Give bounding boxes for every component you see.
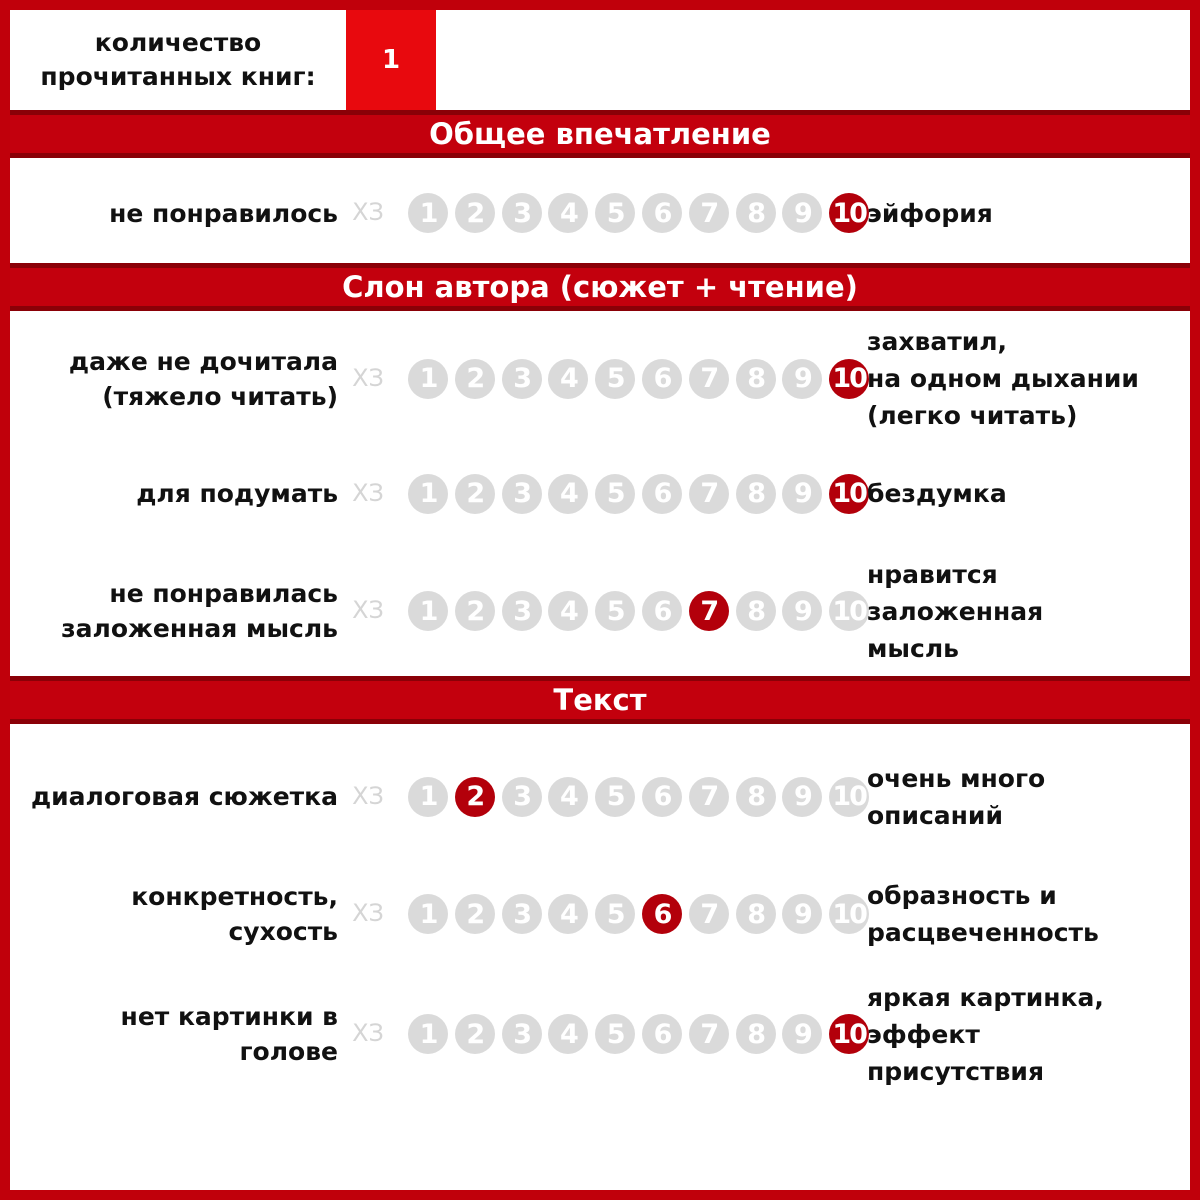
scale-option-5[interactable]: 5 [595, 359, 635, 399]
row-left-label: диалоговая сюжетка [30, 782, 338, 811]
row-left-label: даже не дочитала (тяжело читать) [68, 346, 338, 411]
scale-option-1[interactable]: 1 [408, 1014, 448, 1054]
scale-option-3[interactable]: 3 [502, 777, 542, 817]
scale-option-3[interactable]: 3 [502, 474, 542, 514]
rating-scale [350, 729, 866, 864]
scale-option-6[interactable]: 6 [642, 474, 682, 514]
row-left-label: не понравилось [109, 198, 338, 228]
rating-row [10, 316, 1190, 441]
row-right-label: яркая картинка, эффект присутствия [867, 982, 1104, 1086]
scale-option-10[interactable]: 10 [829, 894, 869, 934]
scale-option-4[interactable]: 4 [548, 894, 588, 934]
scale-option-7[interactable]: 7 [689, 359, 729, 399]
scale-option-10[interactable]: 10 [829, 591, 869, 631]
scale-option-1[interactable]: 1 [408, 894, 448, 934]
scale-none-option[interactable]: ХЗ [352, 198, 384, 226]
scale-option-6[interactable]: 6 [642, 777, 682, 817]
scale-option-3[interactable]: 3 [502, 1014, 542, 1054]
section-header-overall: Общее впечатление [10, 110, 1190, 158]
scale-option-9[interactable]: 9 [782, 777, 822, 817]
scale-none-option[interactable]: ХЗ [352, 781, 384, 810]
scale-option-8[interactable]: 8 [736, 474, 776, 514]
scale-option-2[interactable]: 2 [455, 359, 495, 399]
section-header-author: Слон автора (сюжет + чтение) [10, 263, 1190, 311]
scale-option-2[interactable]: 2 [455, 591, 495, 631]
row-left-label: нет картинки в голове [120, 1002, 338, 1066]
books-count-value: 1 [346, 10, 436, 110]
scale-option-1[interactable]: 1 [408, 777, 448, 817]
scale-option-10[interactable]: 10 [829, 1014, 869, 1054]
scale-option-4[interactable]: 4 [548, 777, 588, 817]
rating-scale [350, 316, 866, 441]
scale-option-8[interactable]: 8 [736, 777, 776, 817]
row-left-label: не понравилась заложенная мысль [61, 579, 338, 643]
scale-option-7[interactable]: 7 [689, 474, 729, 514]
row-right-label: очень много описаний [867, 763, 1046, 830]
scale-option-4[interactable]: 4 [548, 359, 588, 399]
scale-option-2[interactable]: 2 [455, 894, 495, 934]
scale-option-9[interactable]: 9 [782, 591, 822, 631]
row-right-label: образность и расцвеченность [867, 881, 1099, 947]
scale-option-9[interactable]: 9 [782, 193, 822, 233]
books-count-row [10, 10, 1190, 110]
scale-option-9[interactable]: 9 [782, 359, 822, 399]
scale-option-4[interactable]: 4 [548, 591, 588, 631]
scale-option-6[interactable]: 6 [642, 193, 682, 233]
scale-option-5[interactable]: 5 [595, 1014, 635, 1054]
scale-option-8[interactable]: 8 [736, 1014, 776, 1054]
scale-option-5[interactable]: 5 [595, 474, 635, 514]
scale-option-6[interactable]: 6 [642, 894, 682, 934]
scale-option-3[interactable]: 3 [502, 359, 542, 399]
row-right-label: эйфория [867, 198, 993, 228]
scale-none-option[interactable]: ХЗ [352, 596, 384, 624]
scale-option-9[interactable]: 9 [782, 1014, 822, 1054]
scale-option-8[interactable]: 8 [736, 193, 776, 233]
rating-scale [350, 163, 866, 263]
scale-none-option[interactable]: ХЗ [352, 478, 384, 507]
rating-row [10, 546, 1190, 676]
row-right-label: захватил, на одном дыхании (легко читать) [867, 327, 1139, 430]
scale-option-7[interactable]: 7 [689, 777, 729, 817]
scale-option-1[interactable]: 1 [408, 193, 448, 233]
scale-option-1[interactable]: 1 [408, 474, 448, 514]
scale-none-option[interactable]: ХЗ [352, 363, 384, 392]
scale-option-5[interactable]: 5 [595, 591, 635, 631]
scale-option-7[interactable]: 7 [689, 591, 729, 631]
rating-row [10, 163, 1190, 263]
scale-option-2[interactable]: 2 [455, 193, 495, 233]
scale-option-2[interactable]: 2 [455, 474, 495, 514]
rating-row [10, 864, 1190, 964]
row-left-label: для подумать [136, 479, 338, 508]
scale-option-6[interactable]: 6 [642, 591, 682, 631]
scale-option-10[interactable]: 10 [829, 777, 869, 817]
scale-option-9[interactable]: 9 [782, 894, 822, 934]
scale-none-option[interactable]: ХЗ [352, 1019, 384, 1047]
row-right-label: нравится заложенная мысль [867, 559, 1044, 663]
scale-option-7[interactable]: 7 [689, 193, 729, 233]
scale-option-7[interactable]: 7 [689, 894, 729, 934]
scale-option-6[interactable]: 6 [642, 1014, 682, 1054]
scale-option-3[interactable]: 3 [502, 591, 542, 631]
rating-row [10, 441, 1190, 546]
books-count-label: количество прочитанных книг: [40, 28, 316, 91]
scale-option-4[interactable]: 4 [548, 193, 588, 233]
scale-none-option[interactable]: ХЗ [352, 899, 384, 927]
scale-option-4[interactable]: 4 [548, 474, 588, 514]
rating-row [10, 964, 1190, 1104]
section-header-text: Текст [10, 676, 1190, 724]
rating-scale [350, 864, 866, 964]
scale-option-5[interactable]: 5 [595, 193, 635, 233]
scale-option-2[interactable]: 2 [455, 777, 495, 817]
scale-option-4[interactable]: 4 [548, 1014, 588, 1054]
rating-row [10, 729, 1190, 864]
rating-scale [350, 546, 866, 676]
scale-option-5[interactable]: 5 [595, 894, 635, 934]
scale-option-3[interactable]: 3 [502, 193, 542, 233]
scale-option-10[interactable]: 10 [829, 193, 869, 233]
scale-option-10[interactable]: 10 [829, 359, 869, 399]
rating-scale [350, 964, 866, 1104]
scale-option-7[interactable]: 7 [689, 1014, 729, 1054]
scale-option-10[interactable]: 10 [829, 474, 869, 514]
rating-scale [350, 441, 866, 546]
scale-option-9[interactable]: 9 [782, 474, 822, 514]
row-left-label: конкретность, сухость [131, 882, 338, 946]
scale-option-5[interactable]: 5 [595, 777, 635, 817]
scale-option-8[interactable]: 8 [736, 591, 776, 631]
scale-option-6[interactable]: 6 [642, 359, 682, 399]
row-right-label: бездумка [867, 479, 1007, 508]
scale-option-1[interactable]: 1 [408, 591, 448, 631]
scale-option-2[interactable]: 2 [455, 1014, 495, 1054]
scale-option-1[interactable]: 1 [408, 359, 448, 399]
scale-option-8[interactable]: 8 [736, 359, 776, 399]
scale-option-8[interactable]: 8 [736, 894, 776, 934]
scale-option-3[interactable]: 3 [502, 894, 542, 934]
